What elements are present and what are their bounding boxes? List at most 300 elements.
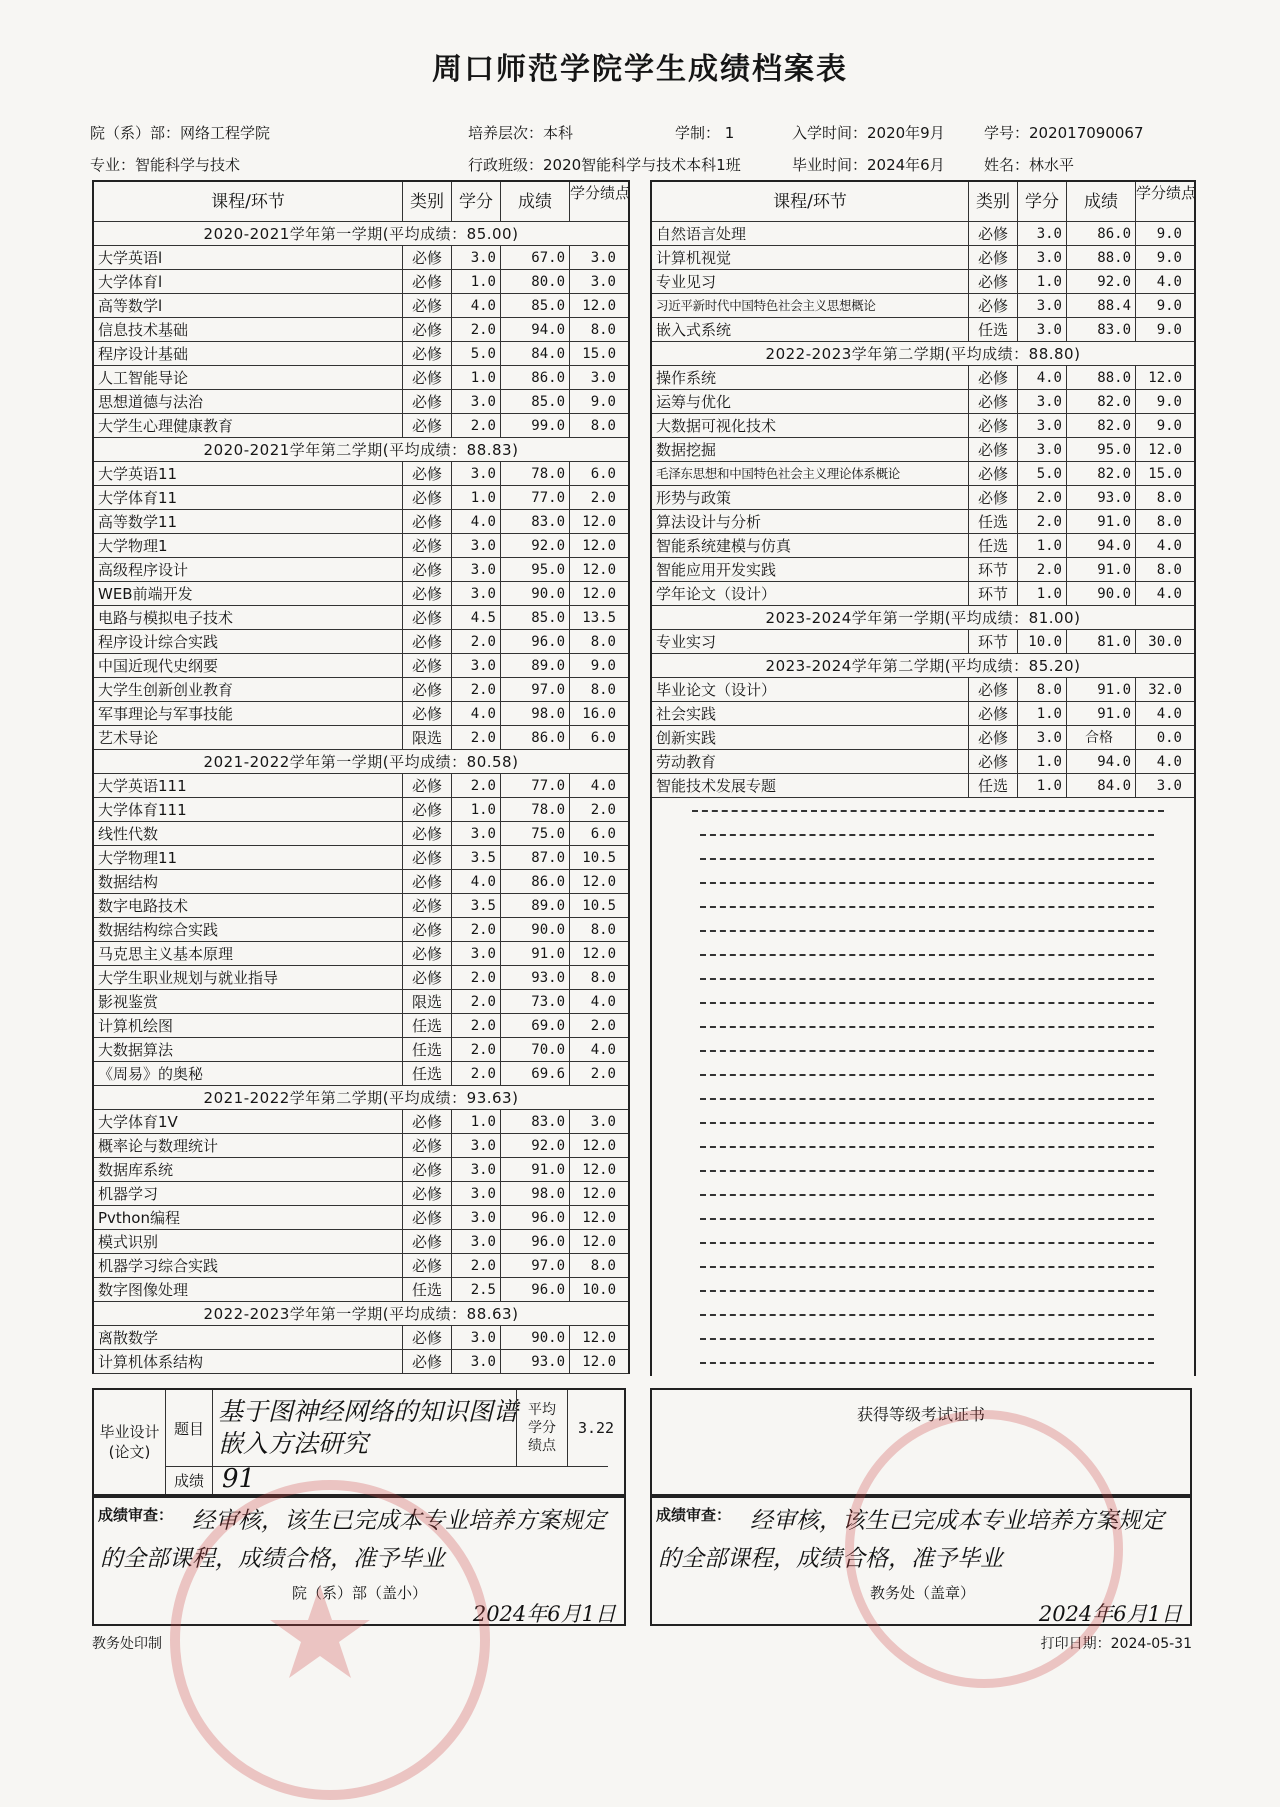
course-score: 86.0 bbox=[501, 366, 570, 389]
course-type: 必修 bbox=[403, 342, 452, 365]
course-row bbox=[94, 654, 628, 678]
course-credit: 3.0 bbox=[452, 246, 501, 269]
course-credit: 1.0 bbox=[452, 366, 501, 389]
course-score: 90.0 bbox=[501, 918, 570, 941]
course-name: 机器学习 bbox=[94, 1182, 403, 1205]
course-row bbox=[94, 894, 628, 918]
course-type: 必修 bbox=[403, 582, 452, 605]
semester-heading: 2022-2023学年第一学期(平均成绩：88.63) bbox=[203, 1305, 519, 1323]
course-credit: 3.0 bbox=[1018, 414, 1067, 437]
course-type: 必修 bbox=[403, 846, 452, 869]
course-credit: 8.0 bbox=[1018, 678, 1067, 701]
course-type: 任选 bbox=[969, 510, 1018, 533]
course-type: 必修 bbox=[403, 390, 452, 413]
course-gp: 13.5 bbox=[582, 610, 616, 626]
course-type: 必修 bbox=[403, 606, 452, 629]
course-credit: 3.0 bbox=[1018, 246, 1067, 269]
blank-line bbox=[652, 1110, 1194, 1134]
course-row bbox=[94, 1230, 628, 1254]
course-score: 82.0 bbox=[1067, 390, 1136, 413]
course-type: 必修 bbox=[403, 774, 452, 797]
course-name: 智能技术发展专题 bbox=[652, 774, 969, 797]
course-credit: 3.0 bbox=[452, 558, 501, 581]
meta-dept: 院（系）部：网络工程学院 bbox=[90, 124, 271, 142]
blank-line bbox=[652, 1158, 1194, 1182]
course-row bbox=[94, 822, 628, 846]
course-name: 数字电路技术 bbox=[94, 894, 403, 917]
course-score: 96.0 bbox=[501, 1278, 570, 1301]
meta-enroll: 入学时间：2020年9月 bbox=[792, 124, 945, 142]
course-gp: 4.0 bbox=[1156, 274, 1182, 290]
course-score: 88.0 bbox=[1067, 366, 1136, 389]
course-row bbox=[94, 510, 628, 534]
course-name: 数字图像处理 bbox=[94, 1278, 403, 1301]
course-gp: 30.0 bbox=[1148, 634, 1182, 650]
course-score: 89.0 bbox=[501, 654, 570, 677]
course-type: 必修 bbox=[969, 486, 1018, 509]
course-name: 毕业论文（设计） bbox=[652, 678, 969, 701]
course-row bbox=[94, 870, 628, 894]
course-credit: 2.0 bbox=[1018, 510, 1067, 533]
course-credit: 1.0 bbox=[452, 798, 501, 821]
footer-print-date: 打印日期：2024-05-31 bbox=[1040, 1636, 1192, 1652]
course-row bbox=[94, 1182, 628, 1206]
course-gp: 3.0 bbox=[1156, 778, 1182, 794]
course-name: 大学生创新创业教育 bbox=[94, 678, 403, 701]
blank-line bbox=[652, 966, 1194, 990]
course-credit: 3.0 bbox=[452, 1230, 501, 1253]
course-row bbox=[94, 798, 628, 822]
course-row bbox=[94, 1278, 628, 1302]
blank-line bbox=[652, 1254, 1194, 1278]
course-row bbox=[94, 630, 628, 654]
course-score: 85.0 bbox=[501, 606, 570, 629]
course-gp: 8.0 bbox=[590, 418, 616, 434]
meta-major: 专业：智能科学与技术 bbox=[90, 156, 241, 174]
course-type: 必修 bbox=[403, 318, 452, 341]
course-row bbox=[652, 582, 1194, 606]
course-gp: 4.0 bbox=[590, 1042, 616, 1058]
course-credit: 3.5 bbox=[452, 846, 501, 869]
thesis-topic-label: 题目 bbox=[166, 1390, 213, 1467]
course-gp: 15.0 bbox=[1148, 466, 1182, 482]
course-credit: 3.0 bbox=[1018, 726, 1067, 749]
course-row bbox=[94, 318, 628, 342]
course-row bbox=[652, 462, 1194, 486]
course-credit: 2.0 bbox=[1018, 486, 1067, 509]
course-gp: 15.0 bbox=[582, 346, 616, 362]
review-text: 经审核，该生已完成本专业培养方案规定的全部课程，成绩合格，准予毕业 bbox=[658, 1508, 1164, 1572]
course-credit: 3.0 bbox=[452, 582, 501, 605]
course-row bbox=[652, 270, 1194, 294]
course-credit: 2.0 bbox=[452, 774, 501, 797]
course-gp: 3.0 bbox=[590, 274, 616, 290]
course-credit: 1.0 bbox=[1018, 774, 1067, 797]
course-credit: 2.0 bbox=[452, 726, 501, 749]
course-credit: 4.0 bbox=[452, 510, 501, 533]
course-row bbox=[94, 486, 628, 510]
blank-line bbox=[652, 1014, 1194, 1038]
course-type: 必修 bbox=[403, 366, 452, 389]
course-gp: 9.0 bbox=[1156, 226, 1182, 242]
course-row bbox=[94, 1350, 628, 1374]
course-credit: 3.0 bbox=[452, 390, 501, 413]
course-score: 86.0 bbox=[1067, 222, 1136, 245]
college-seal-stamp bbox=[170, 1480, 490, 1800]
course-type: 限选 bbox=[403, 990, 452, 1013]
header-gp: 学分绩点 bbox=[1136, 184, 1197, 202]
course-credit: 1.0 bbox=[452, 270, 501, 293]
course-score: 80.0 bbox=[501, 270, 570, 293]
course-type: 必修 bbox=[403, 702, 452, 725]
course-credit: 1.0 bbox=[1018, 702, 1067, 725]
course-credit: 1.0 bbox=[1018, 534, 1067, 557]
thesis-gp-label: 平均学分绩点 bbox=[516, 1390, 568, 1466]
course-gp: 6.0 bbox=[590, 730, 616, 746]
course-credit: 2.0 bbox=[452, 318, 501, 341]
course-gp: 12.0 bbox=[582, 586, 616, 602]
course-type: 任选 bbox=[969, 774, 1018, 797]
thesis-topic: 基于图神经网络的知识图谱嵌入方法研究 bbox=[218, 1397, 519, 1458]
meta-level: 培养层次：本科 bbox=[468, 124, 574, 142]
course-name: 高等数学11 bbox=[94, 510, 403, 533]
course-type: 必修 bbox=[969, 726, 1018, 749]
course-gp: 4.0 bbox=[1156, 538, 1182, 554]
course-type: 必修 bbox=[403, 1182, 452, 1205]
course-score: 99.0 bbox=[501, 414, 570, 437]
course-type: 必修 bbox=[403, 1230, 452, 1253]
course-credit: 3.0 bbox=[1018, 318, 1067, 341]
course-score: 97.0 bbox=[501, 678, 570, 701]
thesis-section bbox=[92, 1388, 626, 1496]
course-credit: 1.0 bbox=[1018, 270, 1067, 293]
course-gp: 3.0 bbox=[590, 370, 616, 386]
course-type: 必修 bbox=[403, 270, 452, 293]
course-score: 91.0 bbox=[501, 1158, 570, 1181]
course-credit: 3.0 bbox=[452, 1350, 501, 1373]
course-name: 大学英语11 bbox=[94, 462, 403, 485]
course-gp: 2.0 bbox=[590, 802, 616, 818]
course-type: 必修 bbox=[403, 294, 452, 317]
blank-line bbox=[652, 822, 1194, 846]
course-name: 专业实习 bbox=[652, 630, 969, 653]
course-gp: 12.0 bbox=[1148, 442, 1182, 458]
header-type: 类别 bbox=[969, 182, 1018, 221]
course-row bbox=[652, 294, 1194, 318]
course-type: 必修 bbox=[403, 630, 452, 653]
course-credit: 4.0 bbox=[452, 702, 501, 725]
meta-graduation: 毕业时间：2024年6月 bbox=[792, 156, 945, 174]
course-name: 学年论文（设计） bbox=[652, 582, 969, 605]
course-row bbox=[94, 846, 628, 870]
course-name: 大数据可视化技术 bbox=[652, 414, 969, 437]
semester-row bbox=[94, 438, 628, 462]
course-score: 89.0 bbox=[501, 894, 570, 917]
course-gp: 8.0 bbox=[590, 322, 616, 338]
course-gp: 4.0 bbox=[590, 994, 616, 1010]
course-gp: 12.0 bbox=[582, 1162, 616, 1178]
blank-line bbox=[652, 918, 1194, 942]
blank-line bbox=[652, 846, 1194, 870]
course-score: 98.0 bbox=[501, 1182, 570, 1205]
course-name: 大学英语l bbox=[94, 246, 403, 269]
course-credit: 3.0 bbox=[452, 942, 501, 965]
course-name: 线性代数 bbox=[94, 822, 403, 845]
meta-class: 行政班级：2020智能科学与技术本科1班 bbox=[468, 156, 741, 174]
course-credit: 4.0 bbox=[1018, 366, 1067, 389]
footer-printer: 教务处印制 bbox=[92, 1636, 162, 1652]
course-credit: 3.0 bbox=[452, 1326, 501, 1349]
course-row bbox=[94, 1206, 628, 1230]
course-gp: 0.0 bbox=[1156, 730, 1182, 746]
course-score: 69.6 bbox=[501, 1062, 570, 1085]
course-type: 必修 bbox=[969, 462, 1018, 485]
course-row bbox=[94, 270, 628, 294]
course-gp: 32.0 bbox=[1148, 682, 1182, 698]
course-type: 必修 bbox=[403, 654, 452, 677]
course-credit: 2.0 bbox=[452, 630, 501, 653]
course-name: 概率论与数理统计 bbox=[94, 1134, 403, 1157]
course-name: 大数据算法 bbox=[94, 1038, 403, 1061]
course-row bbox=[94, 918, 628, 942]
review-label: 成绩审查： bbox=[656, 1506, 732, 1524]
course-type: 任选 bbox=[969, 318, 1018, 341]
course-credit: 3.5 bbox=[452, 894, 501, 917]
course-credit: 4.0 bbox=[452, 870, 501, 893]
course-row bbox=[94, 774, 628, 798]
course-credit: 2.0 bbox=[452, 918, 501, 941]
course-name: 习近平新时代中国特色社会主义思想概论 bbox=[652, 294, 969, 317]
semester-row bbox=[652, 606, 1194, 630]
course-score: 87.0 bbox=[501, 846, 570, 869]
course-name: 大学物理11 bbox=[94, 846, 403, 869]
course-credit: 1.0 bbox=[1018, 582, 1067, 605]
course-name: 计算机绘图 bbox=[94, 1014, 403, 1037]
course-credit: 3.0 bbox=[452, 534, 501, 557]
course-row bbox=[652, 414, 1194, 438]
course-type: 环节 bbox=[969, 582, 1018, 605]
course-type: 必修 bbox=[403, 1350, 452, 1373]
course-name: 思想道德与法治 bbox=[94, 390, 403, 413]
review-label: 成绩审查： bbox=[98, 1506, 174, 1524]
course-row bbox=[94, 1254, 628, 1278]
meta-length: 学制： 1 bbox=[675, 124, 735, 142]
blank-line bbox=[652, 1230, 1194, 1254]
course-gp: 12.0 bbox=[582, 538, 616, 554]
course-name: 运筹与优化 bbox=[652, 390, 969, 413]
course-type: 限选 bbox=[403, 726, 452, 749]
blank-line bbox=[652, 942, 1194, 966]
course-gp: 9.0 bbox=[590, 658, 616, 674]
course-score: 94.0 bbox=[1067, 750, 1136, 773]
course-gp: 12.0 bbox=[582, 1186, 616, 1202]
course-gp: 8.0 bbox=[1156, 562, 1182, 578]
page-title: 周口师范学院学生成绩档案表 bbox=[432, 52, 848, 87]
course-score: 95.0 bbox=[1067, 438, 1136, 461]
course-name: 高等数学l bbox=[94, 294, 403, 317]
course-row bbox=[652, 486, 1194, 510]
course-score: 95.0 bbox=[501, 558, 570, 581]
semester-heading: 2022-2023学年第二学期(平均成绩：88.80) bbox=[765, 345, 1081, 363]
course-score: 90.0 bbox=[501, 1326, 570, 1349]
course-gp: 4.0 bbox=[1156, 586, 1182, 602]
course-row bbox=[94, 534, 628, 558]
blank-line bbox=[652, 894, 1194, 918]
course-score: 91.0 bbox=[1067, 558, 1136, 581]
blank-line bbox=[652, 1206, 1194, 1230]
course-score: 93.0 bbox=[501, 966, 570, 989]
course-gp: 12.0 bbox=[582, 946, 616, 962]
course-score: 85.0 bbox=[501, 294, 570, 317]
course-row bbox=[94, 1062, 628, 1086]
header-credit: 学分 bbox=[452, 182, 501, 221]
course-gp: 9.0 bbox=[1156, 418, 1182, 434]
course-gp: 8.0 bbox=[590, 634, 616, 650]
thesis-score-label: 成绩 bbox=[166, 1466, 213, 1494]
course-credit: 2.0 bbox=[452, 414, 501, 437]
semester-row bbox=[94, 222, 628, 246]
course-type: 必修 bbox=[403, 870, 452, 893]
course-score: 83.0 bbox=[501, 1110, 570, 1133]
course-score: 78.0 bbox=[501, 798, 570, 821]
review-sign-label: 教务处（盖章） bbox=[870, 1584, 976, 1602]
course-gp: 10.5 bbox=[582, 850, 616, 866]
course-row bbox=[94, 942, 628, 966]
course-name: 影视鉴赏 bbox=[94, 990, 403, 1013]
course-gp: 8.0 bbox=[1156, 490, 1182, 506]
course-name: 马克思主义基本原理 bbox=[94, 942, 403, 965]
review-sign-label: 院（系）部（盖小） bbox=[292, 1584, 428, 1602]
course-score: 86.0 bbox=[501, 726, 570, 749]
course-score: 88.0 bbox=[1067, 246, 1136, 269]
course-gp: 12.0 bbox=[582, 1354, 616, 1370]
semester-heading: 2021-2022学年第二学期(平均成绩：93.63) bbox=[203, 1089, 519, 1107]
course-score: 96.0 bbox=[501, 1206, 570, 1229]
course-score: 98.0 bbox=[501, 702, 570, 725]
course-row bbox=[652, 702, 1194, 726]
blank-line bbox=[652, 1182, 1194, 1206]
course-name: 信息技术基础 bbox=[94, 318, 403, 341]
course-credit: 5.0 bbox=[452, 342, 501, 365]
course-credit: 2.5 bbox=[452, 1278, 501, 1301]
course-score: 92.0 bbox=[501, 1134, 570, 1157]
course-score: 92.0 bbox=[501, 534, 570, 557]
course-row bbox=[94, 678, 628, 702]
course-gp: 2.0 bbox=[590, 1066, 616, 1082]
course-score: 96.0 bbox=[501, 1230, 570, 1253]
semester-heading: 2023-2024学年第一学期(平均成绩：81.00) bbox=[765, 609, 1081, 627]
course-score: 92.0 bbox=[1067, 270, 1136, 293]
meta-name: 姓名：林水平 bbox=[984, 156, 1075, 174]
course-name: 创新实践 bbox=[652, 726, 969, 749]
table-header bbox=[94, 182, 631, 222]
course-credit: 2.0 bbox=[452, 1038, 501, 1061]
course-name: 大学体育11 bbox=[94, 486, 403, 509]
course-gp: 12.0 bbox=[582, 514, 616, 530]
course-score: 78.0 bbox=[501, 462, 570, 485]
table-header bbox=[652, 182, 1197, 222]
course-type: 必修 bbox=[403, 798, 452, 821]
course-type: 必修 bbox=[403, 918, 452, 941]
blank-line bbox=[652, 870, 1194, 894]
course-gp: 8.0 bbox=[1156, 514, 1182, 530]
course-type: 必修 bbox=[969, 390, 1018, 413]
course-gp: 4.0 bbox=[1156, 754, 1182, 770]
course-name: 数据结构 bbox=[94, 870, 403, 893]
course-score: 75.0 bbox=[501, 822, 570, 845]
course-type: 必修 bbox=[403, 894, 452, 917]
course-row bbox=[94, 1038, 628, 1062]
course-score: 77.0 bbox=[501, 486, 570, 509]
course-row bbox=[652, 438, 1194, 462]
course-credit: 2.0 bbox=[452, 1014, 501, 1037]
course-row bbox=[94, 582, 628, 606]
course-row bbox=[652, 630, 1194, 654]
course-gp: 12.0 bbox=[582, 562, 616, 578]
blank-line bbox=[652, 1326, 1194, 1350]
thesis-score: 91 bbox=[222, 1464, 256, 1494]
course-type: 必修 bbox=[403, 462, 452, 485]
semester-row bbox=[94, 750, 628, 774]
course-credit: 1.0 bbox=[452, 1110, 501, 1133]
course-name: 形势与政策 bbox=[652, 486, 969, 509]
semester-row bbox=[652, 342, 1194, 366]
course-gp: 10.0 bbox=[582, 1282, 616, 1298]
course-name: 社会实践 bbox=[652, 702, 969, 725]
header-course: 课程/环节 bbox=[652, 182, 969, 221]
course-type: 必修 bbox=[969, 438, 1018, 461]
grade-table-left bbox=[92, 180, 630, 1374]
course-name: 计算机视觉 bbox=[652, 246, 969, 269]
course-name: 大学生心理健康教育 bbox=[94, 414, 403, 437]
course-name: 人工智能导论 bbox=[94, 366, 403, 389]
course-name: 智能系统建模与仿真 bbox=[652, 534, 969, 557]
course-type: 必修 bbox=[403, 942, 452, 965]
header-score: 成绩 bbox=[501, 182, 570, 221]
course-name: 自然语言处理 bbox=[652, 222, 969, 245]
course-name: 计算机体系结构 bbox=[94, 1350, 403, 1373]
course-credit: 3.0 bbox=[1018, 390, 1067, 413]
course-gp: 9.0 bbox=[590, 394, 616, 410]
course-name: WEB前端开发 bbox=[94, 582, 403, 605]
course-name: 大学生职业规划与就业指导 bbox=[94, 966, 403, 989]
course-score: 84.0 bbox=[501, 342, 570, 365]
course-name: 数据结构综合实践 bbox=[94, 918, 403, 941]
course-type: 必修 bbox=[403, 534, 452, 557]
course-credit: 1.0 bbox=[1018, 750, 1067, 773]
course-type: 必修 bbox=[969, 678, 1018, 701]
course-row bbox=[94, 702, 628, 726]
course-gp: 3.0 bbox=[590, 250, 616, 266]
course-score: 合格 bbox=[1067, 726, 1136, 749]
course-score: 91.0 bbox=[1067, 510, 1136, 533]
course-type: 必修 bbox=[403, 1134, 452, 1157]
blank-line bbox=[652, 1134, 1194, 1158]
course-row bbox=[94, 1158, 628, 1182]
course-row bbox=[94, 246, 628, 270]
course-gp: 8.0 bbox=[590, 682, 616, 698]
course-gp: 9.0 bbox=[1156, 322, 1182, 338]
grade-table-right bbox=[650, 180, 1196, 1376]
course-type: 必修 bbox=[403, 558, 452, 581]
course-row bbox=[94, 726, 628, 750]
course-row bbox=[94, 606, 628, 630]
course-type: 必修 bbox=[969, 222, 1018, 245]
course-type: 环节 bbox=[969, 558, 1018, 581]
course-gp: 6.0 bbox=[590, 826, 616, 842]
course-score: 83.0 bbox=[1067, 318, 1136, 341]
thesis-gp: 3.22 bbox=[577, 1419, 615, 1437]
